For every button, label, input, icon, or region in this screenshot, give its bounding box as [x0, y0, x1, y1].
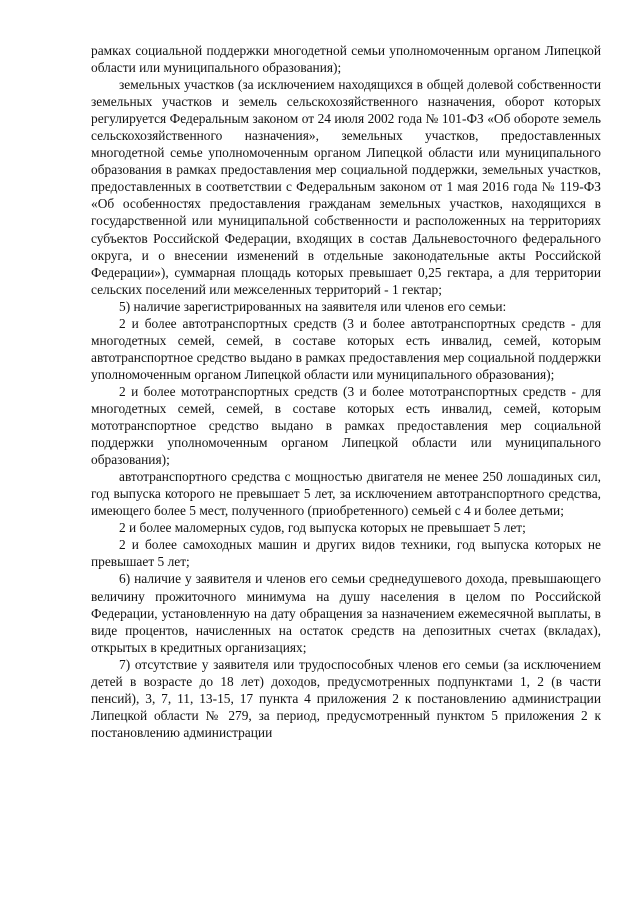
paragraph-small-vessels: 2 и более маломерных судов, год выпуска которых не превышает 5 лет; [119, 520, 526, 536]
paragraph-land-plots: земельных участков (за исключением находящихся в общей долевой собственности земельных участков и земель сельскохозяйственного назначения, оборот которых регулируется Федеральным законом от 24 июля 2002 года № 101-ФЗ «Об обороте земель сельскохозяйственного назначения», земельных участков, предоставленных многодетной семье уполномоченным органом Липецкой области или муниципального образования в рамках предоставления мер социальной поддержки, земельных участков, предоставленных в соответствии с Федеральным законом от 1 мая 2016 года № 119-ФЗ «Об особенностях предоставления гражданам земельных участков, находящихся в государственной или муниципальной собственности и расположенных на территориях субъектов Российской Федерации, входящих в состав Дальневосточного федерального округа, и о внесении изменений в отдельные законодательные акты Российской Федерации»), суммарная площадь которых превышает 0,25 гектара, а для территории сельских поселений или межселенных территорий - 1 гектар; [91, 77, 601, 297]
paragraph-motorcycles: 2 и более мототранспортных средств (3 и более мототранспортных средств - для многодетных семей, семей, в составе которых есть инвалид, семей, которым мототранспортное средство выдано в рамках предоставления мер социальной поддержки уполномоченным органом Липецкой области или муниципального образования); [91, 383, 601, 468]
document-page [91, 42, 601, 741]
paragraph-continuation: рамках социальной поддержки многодетной семьи уполномоченным органом Липецкой области или муниципального образования); [91, 43, 601, 76]
paragraph-item-5: 5) наличие зарегистрированных на заявителя или членов его семьи: [119, 298, 507, 314]
paragraph-item-6: 6) наличие у заявителя и членов его семьи среднедушевого дохода, превышающего величину прожиточного минимума на душу населения в целом по Российской Федерации, установленную на дату обращения за назначением ежемесячной выплаты, в виде процентов, начисленных на остаток средств на депозитных счетах (вкладах), открытых в кредитных организациях; [91, 571, 601, 655]
paragraph-item-7: 7) отсутствие у заявителя или трудоспособных членов его семьи (за исключением детей в возрасте до 18 лет) доходов, предусмотренных подпунктами 1, 2 (в части пенсий), 3, 7, 11, 13-15, 17 пункта 4 приложения 2 к постановлению администрации Липецкой области № 279, за период, предусмотренный пунктом 5 приложения 2 к постановлению администрации [91, 656, 601, 740]
paragraph-high-power-vehicle: автотранспортного средства с мощностью двигателя не менее 250 лошадиных сил, год выпуска которого не превышает 5 лет, за исключением автотранспортного средства, имеющего более 5 мест, полученного (приобретенного) семьей с 4 и более детьми; [91, 469, 601, 519]
paragraph-motor-vehicles: 2 и более автотранспортных средств (3 и более автотранспортных средств - для многодетных семей, семей, в составе которых есть инвалид, семей, которым автотранспортное средство выдано в рамках предоставления мер социальной поддержки уполномоченным органом Липецкой области или муниципального образования); [91, 315, 601, 382]
paragraph-self-propelled-machines: 2 и более самоходных машин и других видов техники, год выпуска которых не превышает 5 лет; [91, 537, 601, 570]
